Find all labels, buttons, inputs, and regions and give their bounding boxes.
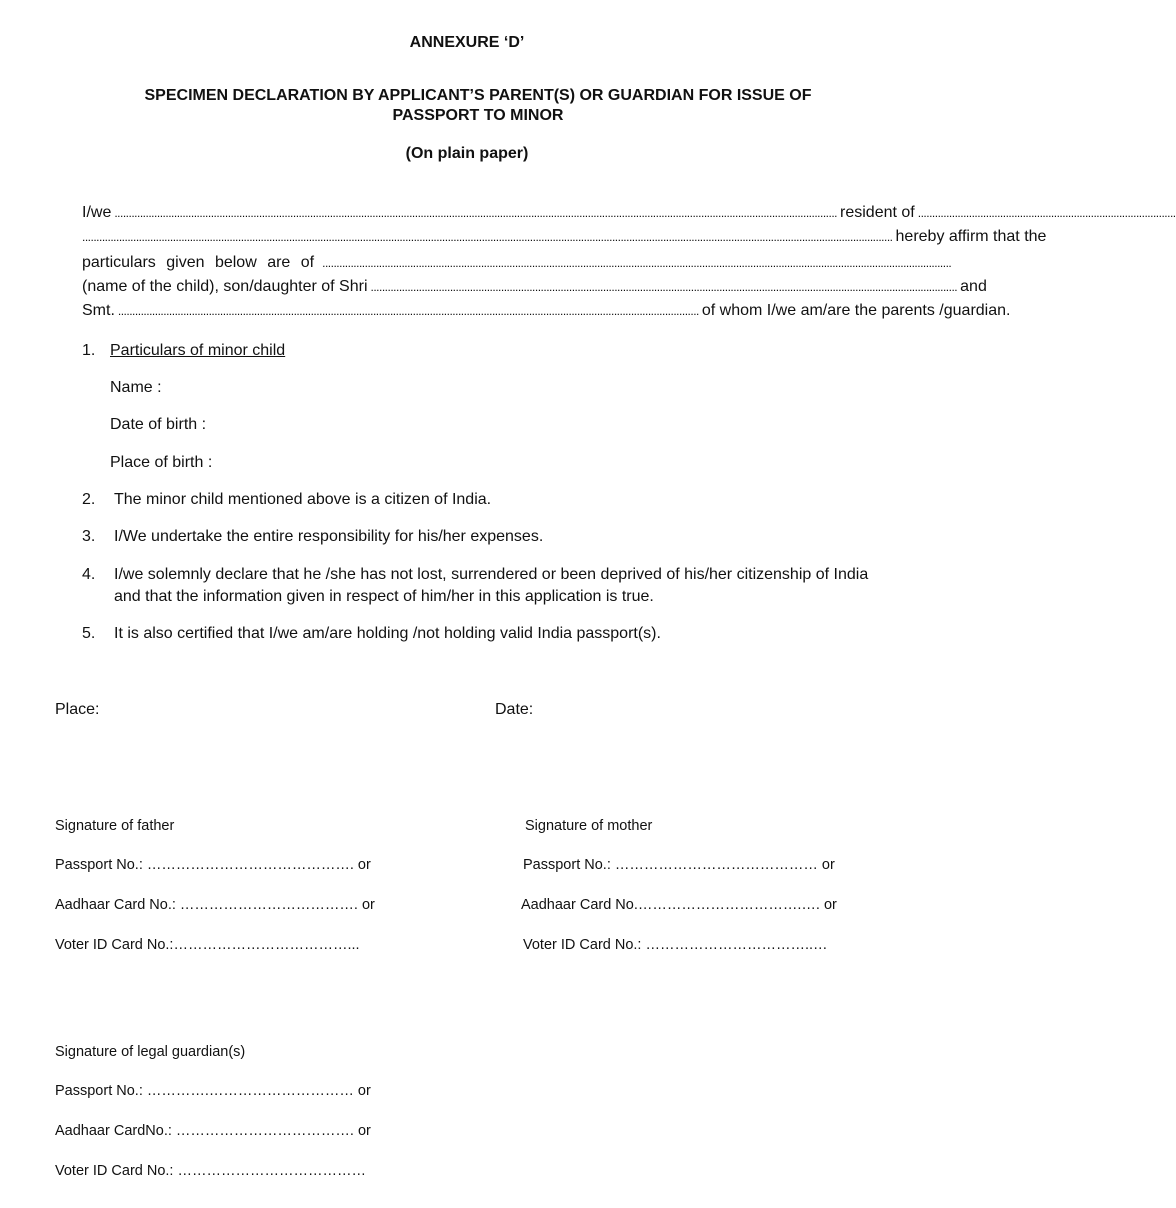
document-title-line1: SPECIMEN DECLARATION BY APPLICANT’S PARENT(S) OR GUARDIAN FOR ISSUE OF <box>144 87 812 104</box>
item-1-heading: Particulars of minor child <box>110 342 286 359</box>
mother-signature-label: Signature of mother <box>525 818 653 834</box>
mother-voter-id-field: Voter ID Card No.: ……………………………..… <box>523 937 828 953</box>
address-blank: .............................................................................................................................................................................................................................................................................................. <box>82 230 893 244</box>
item-4-text: I/we solemnly declare that he /she has not lost, surrendered or been deprived of his/her citizenship of India and that the information given in respect of him/her in this application is true. <box>114 566 869 605</box>
declaration-line-4 <box>82 278 987 296</box>
father-name-blank: ............................................................................................................................................................................................................... <box>370 280 958 294</box>
particulars-pob: Place of birth : <box>110 454 213 471</box>
particulars-dob: Date of birth : <box>110 416 207 433</box>
declaration-iwe: I/we <box>82 204 112 221</box>
father-aadhaar-field: Aadhaar Card No.: ………………………………. or <box>55 897 375 913</box>
declaration-particulars: particulars given below are of <box>82 254 315 271</box>
place-label: Place: <box>55 701 100 718</box>
mother-name-blank: ............................................................................................................................................................................................................. <box>117 304 699 318</box>
guardian-aadhaar-field: Aadhaar CardNo.: ………………………………. or <box>55 1123 371 1139</box>
guardian-voter-id-field: Voter ID Card No.: ………………………………… <box>55 1163 366 1179</box>
item-5-number: 5. <box>82 625 96 642</box>
guardian-passport-field: Passport No.: ………….………………………… or <box>55 1083 371 1099</box>
item-3-number: 3. <box>82 528 96 545</box>
name-blank: ............................................................................................................................................................................................................................................................... <box>114 206 838 220</box>
declaration-line-2 <box>82 228 1047 246</box>
child-name-blank: .............................................................................................................................................................................................................................. <box>322 256 952 270</box>
declaration-line-1 <box>82 204 1176 222</box>
father-signature-label: Signature of father <box>55 818 175 834</box>
particulars-name: Name : <box>110 379 162 396</box>
item-2-text: The minor child mentioned above is a citizen of India. <box>114 491 492 508</box>
residence-blank: ........................................................................................... <box>917 206 1176 220</box>
item-3-text: I/We undertake the entire responsibility for his/her expenses. <box>114 528 544 545</box>
declaration-affirm: hereby affirm that the <box>895 228 1047 245</box>
declaration-line-3 <box>82 254 952 272</box>
declaration-and: and <box>960 278 987 295</box>
item-1-number: 1. <box>82 342 96 359</box>
declaration-smt: Smt. <box>82 302 115 319</box>
annexure-title: ANNEXURE ‘D’ <box>409 34 525 51</box>
declaration-son-daughter: (name of the child), son/daughter of Shri <box>82 278 368 295</box>
guardian-signature-label: Signature of legal guardian(s) <box>55 1044 246 1060</box>
mother-passport-field: Passport No.: …………………………………… or <box>523 857 835 873</box>
plain-paper-note: (On plain paper) <box>405 145 529 162</box>
declaration-line-5 <box>82 302 1011 320</box>
item-2-number: 2. <box>82 491 96 508</box>
declaration-parents: of whom I/we am/are the parents /guardian. <box>701 302 1011 319</box>
item-4-number: 4. <box>82 566 96 583</box>
document-title-line2: PASSPORT TO MINOR <box>392 107 564 124</box>
declaration-resident-of: resident of <box>840 204 915 221</box>
father-passport-field: Passport No.: ……………………………………. or <box>55 857 371 873</box>
date-label: Date: <box>495 701 534 718</box>
item-5-text: It is also certified that I/we am/are holding /not holding valid India passport(s). <box>114 625 661 642</box>
father-voter-id-field: Voter ID Card No.:………………………………... <box>55 937 360 953</box>
mother-aadhaar-field: Aadhaar Card No.…………………………….…. or <box>521 897 837 913</box>
